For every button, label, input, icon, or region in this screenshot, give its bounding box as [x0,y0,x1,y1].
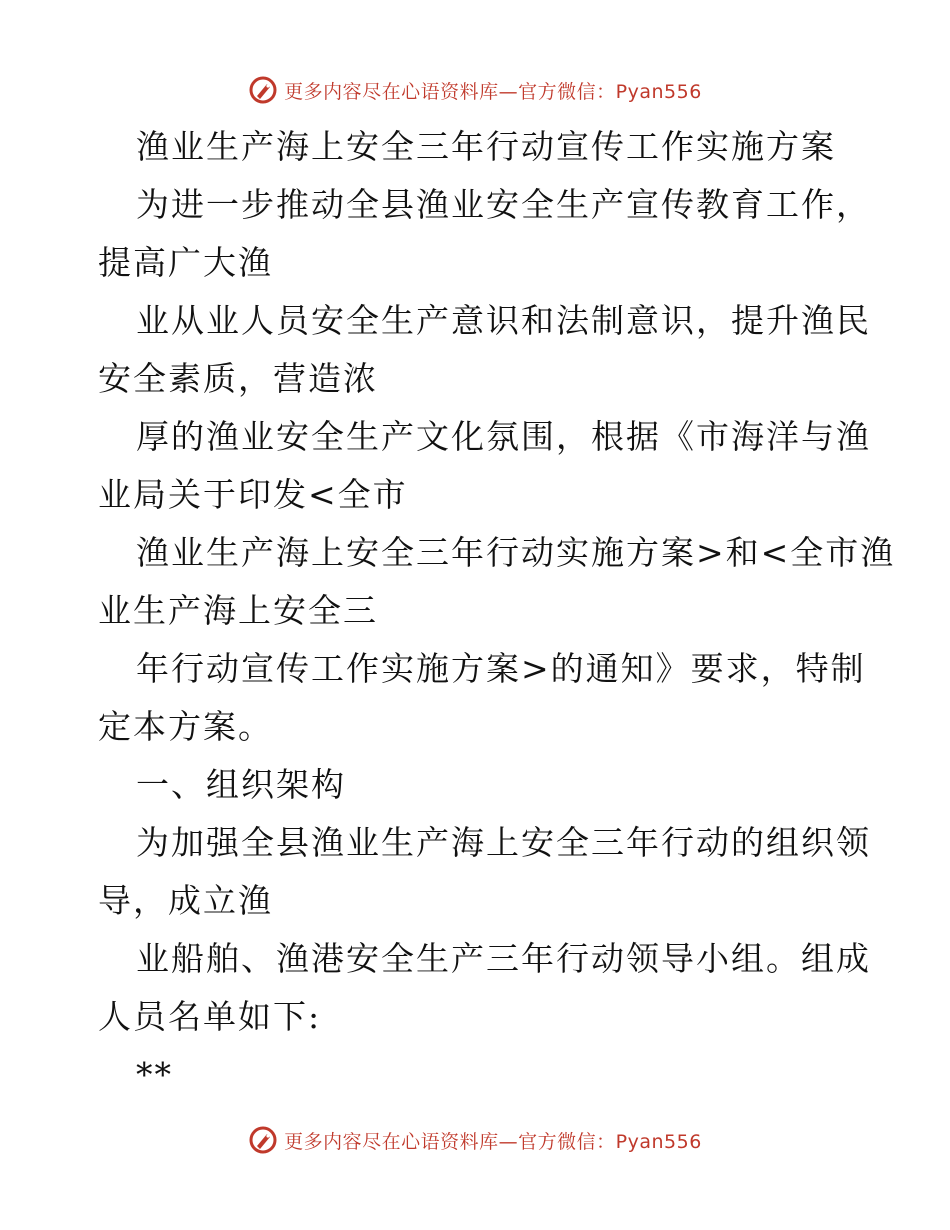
pen-nib-logo-icon [248,75,278,105]
paragraph-line: 业从业人员安全生产意识和法制意识，提升渔民 [136,301,871,340]
paragraph-line: 导，成立渔 [98,881,273,920]
watermark-text: 更多内容尽在心语资料库—官方微信：Pyan556 [284,1130,702,1153]
document-title: 渔业生产海上安全三年行动宣传工作实施方案 [136,127,836,166]
pen-nib-logo-icon [248,1125,278,1155]
paragraph-line: 定本方案。 [98,707,273,746]
paragraph-line: 安全素质，营造浓 [98,359,378,398]
paragraph-line: 渔业生产海上安全三年行动实施方案>和<全市渔 [136,533,896,572]
paragraph-line: 人员名单如下: [98,997,322,1036]
paragraph-line: 业生产海上安全三 [98,591,378,630]
paragraph-line: ** [136,1055,173,1094]
paragraph-line: 为进一步推动全县渔业安全生产宣传教育工作， [136,185,871,224]
header-watermark [0,72,950,108]
paragraph-line: 提高广大渔 [98,243,273,282]
footer-watermark [0,1122,950,1158]
paragraph-line: 为加强全县渔业生产海上安全三年行动的组织领 [136,823,871,862]
paragraph-line: 业船舶、渔港安全生产三年行动领导小组。组成 [136,939,871,978]
paragraph-line: 厚的渔业安全生产文化氛围，根据《市海洋与渔 [136,417,871,456]
paragraph-line: 年行动宣传工作实施方案>的通知》要求，特制 [136,649,866,688]
document-body [98,118,896,1104]
section-heading: 一、组织架构 [136,765,346,804]
paragraph-line: 业局关于印发<全市 [98,475,408,514]
watermark-text: 更多内容尽在心语资料库—官方微信：Pyan556 [284,80,702,103]
